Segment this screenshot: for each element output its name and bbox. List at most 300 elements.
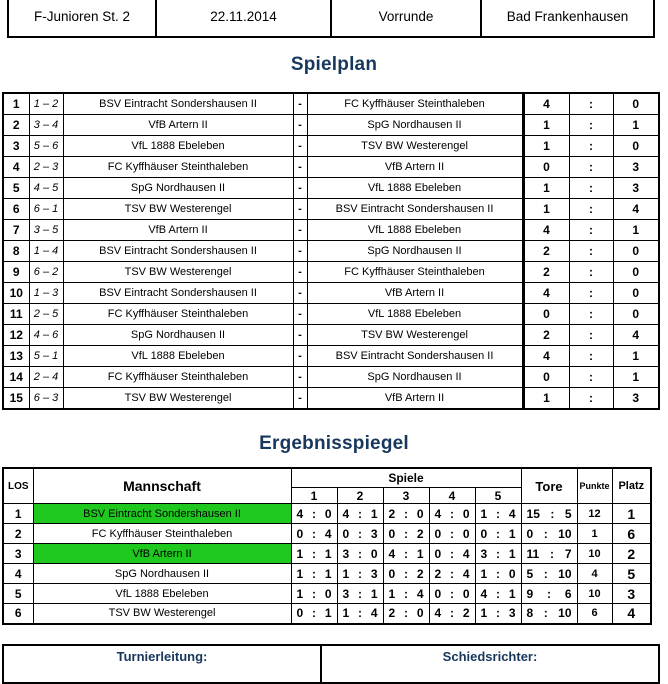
dash-separator: -	[293, 115, 307, 136]
match-row	[3, 136, 659, 157]
away-team: VfL 1888 Ebeleben	[307, 178, 523, 199]
game-away-goals: 4	[508, 506, 516, 521]
dash-separator: -	[293, 388, 307, 410]
game-away-goals: 1	[324, 606, 332, 621]
punkte-value: 10	[577, 584, 612, 604]
home-team: VfL 1888 Ebeleben	[63, 136, 293, 157]
ergebnisspiegel-table	[2, 467, 652, 625]
game-away-goals: 3	[508, 606, 516, 621]
tore-against: 10	[558, 566, 572, 581]
game-home-goals: 1	[296, 586, 304, 601]
game-result	[291, 544, 337, 564]
away-team: FC Kyffhäuser Steinthaleben	[307, 262, 523, 283]
score-colon: :	[569, 157, 613, 178]
game-colon: :	[404, 526, 408, 541]
home-score: 0	[523, 367, 569, 388]
match-pairing: 6 – 3	[29, 388, 63, 410]
home-team: BSV Eintracht Sondershausen II	[63, 93, 293, 115]
game-scorebox	[338, 606, 383, 620]
home-team: VfL 1888 Ebeleben	[63, 346, 293, 367]
away-score: 1	[613, 346, 659, 367]
game-colon: :	[496, 566, 501, 581]
game-scorebox	[430, 567, 475, 581]
game-result	[291, 504, 337, 524]
game-away-goals: 1	[416, 546, 424, 561]
game-scorebox	[338, 527, 383, 541]
game-result	[429, 504, 475, 524]
home-score: 4	[523, 346, 569, 367]
tore-for: 9	[526, 586, 534, 601]
col-header-punkte: Punkte	[577, 468, 612, 504]
schiedsrichter-label: Schiedsrichter:	[321, 645, 659, 683]
game-away-goals: 0	[462, 506, 470, 521]
game-result	[475, 564, 521, 584]
home-score: 0	[523, 304, 569, 325]
home-score: 2	[523, 262, 569, 283]
tore-total	[521, 564, 577, 584]
game-scorebox	[430, 587, 475, 601]
game-result	[291, 584, 337, 604]
punkte-value: 1	[577, 524, 612, 544]
home-team: TSV BW Westerengel	[63, 199, 293, 220]
match-number: 9	[3, 262, 29, 283]
game-home-goals: 4	[296, 506, 304, 521]
game-colon: :	[358, 526, 362, 541]
away-team: FC Kyffhäuser Steinthaleben	[307, 93, 523, 115]
header-cell-date: 22.11.2014	[156, 0, 331, 37]
game-away-goals: 0	[508, 566, 516, 581]
header-row	[8, 0, 654, 37]
game-scorebox	[384, 547, 429, 561]
game-scorebox	[384, 606, 429, 620]
game-result	[337, 584, 383, 604]
game-away-goals: 1	[508, 586, 516, 601]
game-home-goals: 2	[388, 506, 396, 521]
match-row	[3, 178, 659, 199]
game-scorebox	[338, 507, 383, 521]
col-header-mannschaft: Mannschaft	[33, 468, 291, 504]
tore-scorebox	[522, 507, 577, 521]
game-scorebox	[476, 507, 521, 521]
game-colon: :	[404, 566, 408, 581]
game-result	[475, 504, 521, 524]
los-number: 6	[3, 604, 33, 624]
game-away-goals: 1	[370, 586, 378, 601]
platz-value: 6	[612, 524, 651, 544]
away-score: 0	[613, 241, 659, 262]
game-scorebox	[430, 527, 475, 541]
game-scorebox	[430, 507, 475, 521]
game-result	[475, 604, 521, 624]
game-home-goals: 0	[296, 606, 304, 621]
score-colon: :	[569, 136, 613, 157]
game-away-goals: 3	[370, 566, 378, 581]
game-home-goals: 0	[480, 526, 488, 541]
tore-scorebox	[522, 547, 577, 561]
standing-row	[3, 544, 651, 564]
game-away-goals: 1	[324, 566, 332, 581]
home-team: VfB Artern II	[63, 115, 293, 136]
game-scorebox	[338, 587, 383, 601]
tore-against: 10	[558, 606, 572, 621]
game-away-goals: 0	[416, 606, 424, 621]
tore-colon: :	[547, 586, 552, 601]
game-home-goals: 4	[434, 606, 442, 621]
game-result	[429, 604, 475, 624]
team-name: TSV BW Westerengel	[33, 604, 291, 624]
away-score: 3	[613, 157, 659, 178]
away-team: TSV BW Westerengel	[307, 325, 523, 346]
tore-for: 0	[526, 526, 534, 541]
match-pairing: 2 – 5	[29, 304, 63, 325]
match-row	[3, 367, 659, 388]
game-scorebox	[292, 606, 337, 620]
game-result	[429, 544, 475, 564]
away-score: 3	[613, 178, 659, 199]
punkte-value: 10	[577, 544, 612, 564]
los-number: 4	[3, 564, 33, 584]
game-away-goals: 3	[370, 526, 378, 541]
game-colon: :	[404, 546, 408, 561]
game-scorebox	[384, 507, 429, 521]
game-away-goals: 0	[462, 586, 470, 601]
platz-value: 4	[612, 604, 651, 624]
game-number-header: 1	[291, 488, 337, 504]
tore-total	[521, 544, 577, 564]
match-number: 8	[3, 241, 29, 262]
footer-row	[3, 645, 659, 683]
game-colon: :	[496, 506, 501, 521]
game-away-goals: 4	[462, 566, 470, 581]
game-result	[337, 504, 383, 524]
match-row	[3, 283, 659, 304]
score-colon: :	[569, 325, 613, 346]
team-name: VfB Artern II	[33, 544, 291, 564]
game-home-goals: 1	[480, 606, 488, 621]
away-score: 4	[613, 199, 659, 220]
game-away-goals: 0	[324, 586, 332, 601]
game-scorebox	[476, 606, 521, 620]
game-home-goals: 0	[296, 526, 304, 541]
game-home-goals: 0	[342, 526, 350, 541]
game-scorebox	[384, 527, 429, 541]
match-pairing: 1 – 4	[29, 241, 63, 262]
away-team: BSV Eintracht Sondershausen II	[307, 346, 523, 367]
match-number: 14	[3, 367, 29, 388]
game-colon: :	[358, 606, 362, 621]
standing-row	[3, 604, 651, 624]
col-header-spiele: Spiele	[291, 468, 521, 488]
away-team: VfB Artern II	[307, 388, 523, 410]
game-colon: :	[496, 526, 501, 541]
away-score: 0	[613, 93, 659, 115]
game-result	[475, 524, 521, 544]
match-number: 6	[3, 199, 29, 220]
game-away-goals: 0	[324, 506, 332, 521]
game-home-goals: 0	[434, 526, 442, 541]
platz-value: 3	[612, 584, 651, 604]
game-away-goals: 0	[416, 506, 424, 521]
match-row	[3, 304, 659, 325]
dash-separator: -	[293, 367, 307, 388]
game-result	[337, 524, 383, 544]
match-number: 15	[3, 388, 29, 410]
game-away-goals: 1	[508, 546, 516, 561]
game-home-goals: 3	[480, 546, 488, 561]
game-number-header: 5	[475, 488, 521, 504]
dash-separator: -	[293, 178, 307, 199]
score-colon: :	[569, 388, 613, 410]
game-colon: :	[312, 566, 316, 581]
away-score: 4	[613, 325, 659, 346]
dash-separator: -	[293, 241, 307, 262]
game-scorebox	[430, 547, 475, 561]
match-pairing: 1 – 3	[29, 283, 63, 304]
header-cell-location: Bad Frankenhausen	[481, 0, 654, 37]
los-number: 2	[3, 524, 33, 544]
match-row	[3, 220, 659, 241]
standing-row	[3, 504, 651, 524]
game-home-goals: 4	[388, 546, 396, 561]
match-row	[3, 388, 659, 410]
dash-separator: -	[293, 325, 307, 346]
away-score: 0	[613, 136, 659, 157]
match-number: 12	[3, 325, 29, 346]
game-result	[475, 544, 521, 564]
game-colon: :	[450, 506, 454, 521]
game-scorebox	[384, 567, 429, 581]
away-team: SpG Nordhausen II	[307, 115, 523, 136]
match-number: 5	[3, 178, 29, 199]
header-cell-round: Vorrunde	[331, 0, 481, 37]
game-scorebox	[292, 587, 337, 601]
score-colon: :	[569, 241, 613, 262]
tore-for: 5	[526, 566, 534, 581]
game-result	[291, 564, 337, 584]
game-result	[475, 584, 521, 604]
away-score: 1	[613, 220, 659, 241]
game-home-goals: 1	[480, 506, 488, 521]
tore-for: 8	[526, 606, 534, 621]
dash-separator: -	[293, 220, 307, 241]
game-colon: :	[358, 506, 362, 521]
dash-separator: -	[293, 262, 307, 283]
team-name: BSV Eintracht Sondershausen II	[33, 504, 291, 524]
home-score: 0	[523, 157, 569, 178]
game-colon: :	[450, 606, 454, 621]
game-home-goals: 2	[434, 566, 442, 581]
tore-for: 15	[526, 506, 540, 521]
match-row	[3, 115, 659, 136]
match-row	[3, 93, 659, 115]
away-team: VfB Artern II	[307, 157, 523, 178]
home-team: FC Kyffhäuser Steinthaleben	[63, 367, 293, 388]
game-away-goals: 1	[370, 506, 378, 521]
ergebnis-rows	[3, 504, 651, 624]
match-pairing: 3 – 4	[29, 115, 63, 136]
standing-row	[3, 584, 651, 604]
spielplan-title: Spielplan	[290, 54, 378, 75]
game-colon: :	[450, 526, 454, 541]
match-row	[3, 262, 659, 283]
game-away-goals: 2	[416, 566, 424, 581]
tore-total	[521, 604, 577, 624]
game-scorebox	[338, 567, 383, 581]
game-scorebox	[292, 547, 337, 561]
game-number-header: 4	[429, 488, 475, 504]
home-score: 1	[523, 199, 569, 220]
game-colon: :	[312, 506, 316, 521]
team-name: VfL 1888 Ebeleben	[33, 584, 291, 604]
game-home-goals: 0	[434, 586, 442, 601]
game-colon: :	[312, 586, 316, 601]
game-result	[383, 584, 429, 604]
game-scorebox	[476, 527, 521, 541]
game-home-goals: 3	[342, 546, 350, 561]
game-home-goals: 0	[388, 566, 396, 581]
game-scorebox	[476, 587, 521, 601]
away-team: SpG Nordhausen II	[307, 367, 523, 388]
tore-colon: :	[543, 566, 548, 581]
col-header-los: LOS	[3, 468, 33, 504]
team-name: FC Kyffhäuser Steinthaleben	[33, 524, 291, 544]
away-score: 0	[613, 304, 659, 325]
game-scorebox	[292, 507, 337, 521]
match-number: 13	[3, 346, 29, 367]
score-colon: :	[569, 178, 613, 199]
tore-colon: :	[543, 526, 548, 541]
match-pairing: 1 – 2	[29, 93, 63, 115]
game-away-goals: 4	[416, 586, 424, 601]
match-row	[3, 346, 659, 367]
away-score: 3	[613, 388, 659, 410]
game-result	[383, 504, 429, 524]
standing-row	[3, 524, 651, 544]
home-score: 1	[523, 136, 569, 157]
score-colon: :	[569, 367, 613, 388]
los-number: 1	[3, 504, 33, 524]
tore-total	[521, 584, 577, 604]
home-team: BSV Eintracht Sondershausen II	[63, 283, 293, 304]
match-pairing: 4 – 5	[29, 178, 63, 199]
match-row	[3, 199, 659, 220]
home-team: TSV BW Westerengel	[63, 262, 293, 283]
score-colon: :	[569, 283, 613, 304]
game-scorebox	[384, 587, 429, 601]
game-home-goals: 1	[480, 566, 488, 581]
game-result	[383, 524, 429, 544]
away-score: 1	[613, 115, 659, 136]
game-scorebox	[292, 567, 337, 581]
game-colon: :	[404, 606, 408, 621]
game-home-goals: 1	[388, 586, 396, 601]
game-colon: :	[496, 606, 501, 621]
home-score: 1	[523, 178, 569, 199]
ergebnisspiegel-title: Ergebnisspiegel	[259, 433, 409, 454]
home-team: BSV Eintracht Sondershausen II	[63, 241, 293, 262]
game-away-goals: 1	[324, 546, 332, 561]
away-score: 0	[613, 283, 659, 304]
footer-table	[2, 644, 660, 684]
spielplan-rows	[3, 93, 659, 409]
dash-separator: -	[293, 199, 307, 220]
game-number-header: 3	[383, 488, 429, 504]
tore-against: 6	[564, 586, 572, 601]
away-team: VfL 1888 Ebeleben	[307, 220, 523, 241]
home-team: VfB Artern II	[63, 220, 293, 241]
tore-colon: :	[543, 606, 548, 621]
game-scorebox	[476, 567, 521, 581]
game-colon: :	[496, 546, 501, 561]
home-score: 1	[523, 388, 569, 410]
home-score: 4	[523, 220, 569, 241]
match-row	[3, 325, 659, 346]
turnierleitung-label: Turnierleitung:	[3, 645, 321, 683]
tore-scorebox	[522, 567, 577, 581]
tore-scorebox	[522, 587, 577, 601]
tore-colon: :	[550, 546, 555, 561]
home-team: FC Kyffhäuser Steinthaleben	[63, 157, 293, 178]
col-header-tore: Tore	[521, 468, 577, 504]
tore-against: 5	[564, 506, 572, 521]
tore-scorebox	[522, 606, 577, 620]
game-away-goals: 0	[462, 526, 470, 541]
game-result	[383, 604, 429, 624]
game-result	[337, 604, 383, 624]
home-score: 2	[523, 325, 569, 346]
home-score: 2	[523, 241, 569, 262]
match-pairing: 5 – 6	[29, 136, 63, 157]
match-number: 4	[3, 157, 29, 178]
game-result	[337, 564, 383, 584]
tore-colon: :	[550, 506, 555, 521]
game-home-goals: 1	[296, 566, 304, 581]
match-row	[3, 241, 659, 262]
away-score: 1	[613, 367, 659, 388]
game-home-goals: 1	[342, 606, 350, 621]
match-pairing: 5 – 1	[29, 346, 63, 367]
match-number: 7	[3, 220, 29, 241]
game-away-goals: 4	[462, 546, 470, 561]
game-home-goals: 1	[342, 566, 350, 581]
dash-separator: -	[293, 304, 307, 325]
ergebnis-header-row-1	[3, 468, 651, 488]
home-team: FC Kyffhäuser Steinthaleben	[63, 304, 293, 325]
punkte-value: 4	[577, 564, 612, 584]
tore-total	[521, 524, 577, 544]
game-number-header: 2	[337, 488, 383, 504]
game-result	[429, 524, 475, 544]
away-score: 0	[613, 262, 659, 283]
game-away-goals: 2	[462, 606, 470, 621]
los-number: 3	[3, 544, 33, 564]
platz-value: 1	[612, 504, 651, 524]
home-team: SpG Nordhausen II	[63, 325, 293, 346]
away-team: VfL 1888 Ebeleben	[307, 304, 523, 325]
game-result	[383, 564, 429, 584]
game-result	[383, 544, 429, 564]
score-colon: :	[569, 115, 613, 136]
punkte-value: 12	[577, 504, 612, 524]
game-result	[429, 584, 475, 604]
game-colon: :	[404, 506, 408, 521]
team-name: SpG Nordhausen II	[33, 564, 291, 584]
game-away-goals: 0	[370, 546, 378, 561]
dash-separator: -	[293, 346, 307, 367]
spielplan-table	[2, 92, 660, 410]
score-colon: :	[569, 262, 613, 283]
away-team: SpG Nordhausen II	[307, 241, 523, 262]
